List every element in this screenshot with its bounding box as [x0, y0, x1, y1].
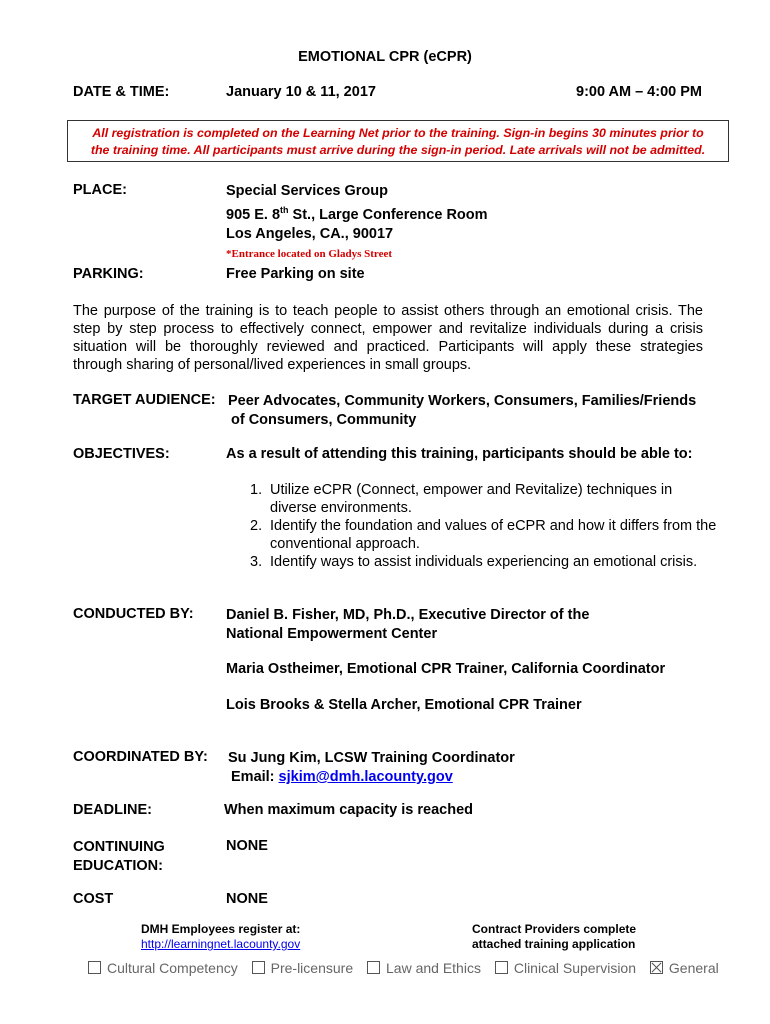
date-value: January 10 & 11, 2017 — [226, 84, 376, 100]
place-address — [226, 182, 488, 264]
place-line-2-pre: 905 E. 8 — [226, 206, 281, 223]
checkbox-icon[interactable] — [367, 961, 380, 974]
contract-providers-line-2: attached training application — [472, 937, 636, 951]
place-line-2-post: St., Large Conference Room — [288, 206, 488, 223]
category-label: Clinical Supervision — [513, 960, 637, 976]
purpose-line-1: The purpose of the training is to teach people to assist others through an emotional crisis. The — [73, 303, 703, 319]
target-audience-line-1: Peer Advocates, Community Workers, Consumers, Families/Friends — [228, 393, 697, 409]
coordinated-by-label: COORDINATED BY: — [73, 749, 208, 765]
target-audience-label: TARGET AUDIENCE: — [73, 392, 216, 408]
category-general[interactable] — [650, 960, 719, 976]
contract-providers-block — [472, 922, 636, 952]
place-line-2 — [226, 201, 488, 225]
purpose-line-2: step by step process to effectively connect, empower and revitalize individuals during a crisis — [73, 321, 703, 337]
objective-text: Identify ways to assist individuals experiencing an emotional crisis. — [270, 554, 698, 570]
objectives-intro: As a result of attending this training, participants should be able to: — [226, 446, 693, 462]
ce-label-line-2: EDUCATION: — [73, 858, 163, 874]
page-title: EMOTIONAL CPR (eCPR) — [298, 49, 472, 65]
notice-line-2: the training time. All participants must arrive during the sign-in period. Late arrivals will not be admitted. — [90, 143, 706, 157]
category-checkboxes — [88, 960, 719, 976]
conducted-by-p3: Lois Brooks & Stella Archer, Emotional CPR Trainer — [226, 697, 582, 713]
place-line-2-sup: th — [280, 205, 289, 215]
objective-number: 1. — [250, 482, 263, 498]
checkbox-icon[interactable] — [495, 961, 508, 974]
contract-providers-line-1: Contract Providers complete — [472, 922, 637, 936]
continuing-education-value: NONE — [226, 838, 268, 854]
checkbox-icon[interactable] — [252, 961, 265, 974]
ce-label-line-1: CONTINUING — [73, 839, 165, 855]
target-audience-value — [228, 392, 696, 430]
checked-checkbox-icon[interactable] — [650, 961, 663, 974]
date-time-label: DATE & TIME: — [73, 84, 170, 100]
category-label: Law and Ethics — [386, 960, 481, 976]
category-clinical-supervision[interactable] — [495, 960, 636, 976]
objectives-label: OBJECTIVES: — [73, 446, 170, 462]
coordinated-by-value — [228, 749, 515, 787]
category-label: Cultural Competency — [107, 960, 238, 976]
objective-item — [250, 553, 720, 571]
deadline-label: DEADLINE: — [73, 802, 152, 818]
deadline-value: When maximum capacity is reached — [224, 802, 474, 818]
place-line-3: Los Angeles, CA., 90017 — [226, 225, 394, 242]
conducted-by-label: CONDUCTED BY: — [73, 606, 194, 622]
place-label: PLACE: — [73, 182, 127, 198]
checkbox-icon[interactable] — [88, 961, 101, 974]
conducted-by-p1-line-1: Daniel B. Fisher, MD, Ph.D., Executive Director of the — [226, 607, 590, 623]
category-label: Pre-licensure — [270, 960, 354, 976]
cost-label: COST — [73, 891, 114, 907]
category-pre-licensure[interactable] — [252, 960, 353, 976]
learningnet-link[interactable]: http://learningnet.lacounty.gov — [141, 937, 301, 951]
coordinator-email-link[interactable]: sjkim@dmh.lacounty.gov — [278, 769, 453, 785]
objective-text: Identify the foundation and values of eCPR and how it differs from the conventional approach. — [270, 518, 717, 552]
coordinator-name: Su Jung Kim, LCSW Training Coordinator — [228, 750, 515, 766]
category-law-and-ethics[interactable] — [367, 960, 481, 976]
objective-item — [250, 481, 720, 517]
registration-notice — [67, 120, 729, 162]
target-audience-line-2: of Consumers, Community — [231, 412, 417, 428]
objective-number: 3. — [250, 554, 263, 570]
objectives-list — [250, 481, 720, 571]
continuing-education-label — [73, 838, 165, 876]
purpose-line-3: situation will be thoroughly reviewed and practiced. Participants will apply these strategies — [73, 339, 703, 355]
parking-label: PARKING: — [73, 266, 144, 282]
time-value: 9:00 AM – 4:00 PM — [576, 84, 702, 100]
conducted-by-p1-line-2: National Empowerment Center — [226, 626, 438, 642]
parking-value: Free Parking on site — [226, 266, 365, 282]
purpose-paragraph — [73, 302, 703, 374]
dmh-register-label: DMH Employees register at: — [141, 922, 301, 936]
objective-text: Utilize eCPR (Connect, empower and Revitalize) techniques in diverse environments. — [270, 482, 673, 516]
purpose-line-4: through sharing of personal/lived experiences in small groups. — [73, 357, 472, 373]
conducted-by-p2: Maria Ostheimer, Emotional CPR Trainer, California Coordinator — [226, 661, 666, 677]
coordinator-email-line — [228, 768, 515, 787]
entrance-note: *Entrance located on Gladys Street — [226, 247, 393, 260]
objective-number: 2. — [250, 518, 263, 534]
cost-value: NONE — [226, 891, 268, 907]
dmh-register-block — [141, 922, 300, 951]
notice-line-1: All registration is completed on the Learning Net prior to the training. Sign-in begins 30 minutes prior to — [92, 126, 704, 140]
conducted-by-value — [226, 606, 665, 715]
objective-item — [250, 517, 720, 553]
category-label: General — [668, 960, 719, 976]
category-cultural-competency[interactable] — [88, 960, 238, 976]
place-line-1: Special Services Group — [226, 183, 388, 199]
email-label: Email: — [231, 769, 279, 785]
